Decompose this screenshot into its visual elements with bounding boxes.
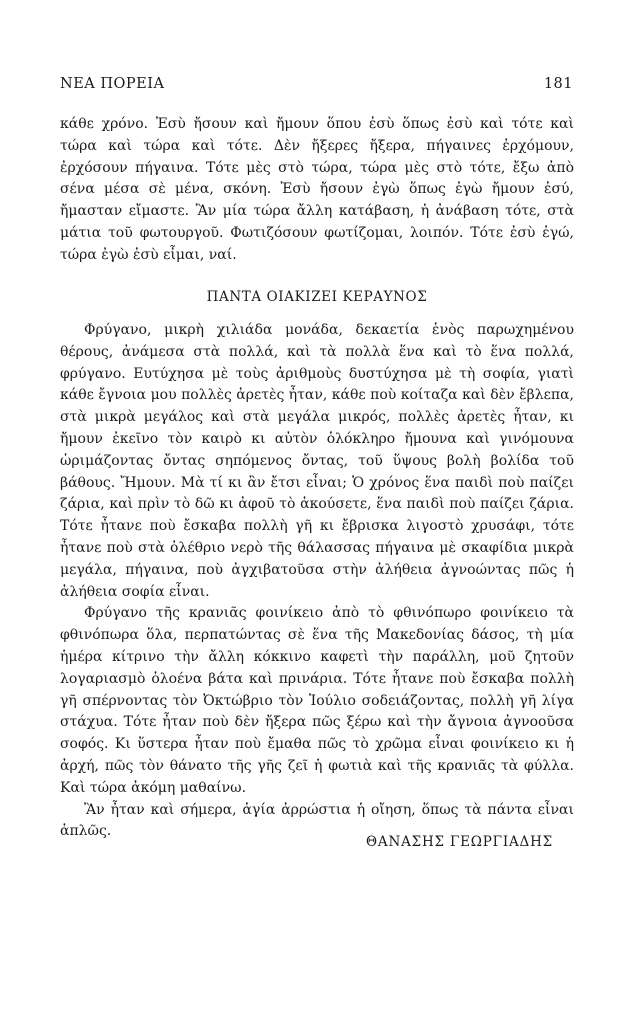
intro-paragraph: κάθε χρόνο. Ἐσὺ ἤσουν καὶ ἤμουν ὅπου ἐσὺ ὅπως ἐσὺ καὶ τότε καὶ τώρα καὶ τώρα καὶ τότε. Δὲν ἤξερες ἤξερα, πήγαινες ἐρχόμουν, ἐρχόσουν πήγαινα. Τότε μὲς στὸ τώρα, τώρα μὲς στὸ τότε, ἔξω ἀπὸ σένα μέσα σὲ μένα, σκόνη. Ἐσὺ ἤσουν ἐγὼ ὅπως ἐγὼ ἤμουν ἐσύ, ἤμασταν εἴμαστε. Ἂν μία τώρα ἄλλη κατάβαση, ἡ ἀνάβαση τότε, στὰ μάτια τοῦ φωτουργοῦ. Φωτιζόσουν φωτίζομαι, λοιπόν. Τότε ἐσὺ ἐγώ, τώρα ἐγὼ ἐσὺ εἶμαι, ναί. — [60, 116, 574, 263]
section-title: ΠΑΝΤΑ ΟΙΑΚΙΖΕΙ ΚΕΡΑΥΝΟΣ — [206, 289, 428, 305]
body-paragraph-1: Φρύγανο, μικρὴ χιλιάδα μονάδα, δεκαετία ἑνὸς παρωχημένου θέρους, ἀνάμεσα στὰ πολλά, καὶ τὰ πολλὰ ἕνα καὶ τὸ ἕνα πολλά, φρύγανο. Ευτύχησα μὲ τοὺς ἀριθμοὺς δυστύχησα μὲ τὴ σοφία, γιατὶ κάθε ἔγνοια μου πολλὲς ἀρετὲς ἦταν, κάθε ποὺ κοίταζα καὶ δὲν ἔβλεπα, στὰ μικρὰ μεγάλος καὶ στὰ μεγάλα μικρός, πολλὲς ἀρετὲς ἦταν, κι ἤμουν ἐκεῖνο τὸν καιρὸ κι αὐτὸν ὁλόκληρο ἤμουνα καὶ γινόμουνα ὡριμάζοντας ὄντας σηπόμενος ὄντας, τοῦ ὕψους βολὴ βολίδα τοῦ βάθους. Ἤμουν. Μὰ τί κι ἂν ἔτσι εἶναι; Ὁ χρόνος ἕνα παιδὶ ποὺ παίζει ζάρια, καὶ πρὶν τὸ δῶ κι ἀφοῦ τὸ ἀκούσετε, ἕνα παιδὶ ποὺ παίζει ζάρια. Τότε ἦτανε ποὺ ἔσκαβα πολλὴ γῆ κι ἔβρισκα λιγοστὸ χρυσάφι, τότε ἦτανε ποὺ στὰ ὀλέθριο νερὸ τῆς θάλασσας πήγαινα μὲ σκαφίδια μικρὰ μεγάλα, πήγαινα, ποὺ ἀγχιβατοῦσα στὴν ἀλήθεια ἀγνοώντας πῶς ἡ ἀλήθεια σοφία εἶναι. — [60, 322, 574, 600]
body-paragraph-2: Φρύγανο τῆς κρανιᾶς φοινίκειο ἀπὸ τὸ φθινόπωρο φοινίκειο τὰ φθινόπωρα ὅλα, περπατώντας σὲ ἕνα τῆς Μακεδονίας δάσος, τὴ μία ἡμέρα κίτρινο τὴν ἄλλη κόκκινο καφετὶ τὴν παράλλη, μοῦ ζητοῦν λογαριασμὸ ὁλοένα βάτα καὶ πρινάρια. Τότε ἦτανε ποὺ ἔσκαβα πολλὴ γῆ σπέρνοντας τὸν Ὀκτώβριο τὸν Ἰούλιο σοδειάζοντας, πολλὴ γῆ λίγα στάχυα. Τότε ἦταν ποὺ δὲν ἤξερα πῶς ξέρω καὶ τὴν ἄγνοια ἀγνοοῦσα σοφός. Κι ὕστερα ἦταν ποὺ ἔμαθα πῶς τὸ χρῶμα εἶναι φοινίκειο κι ἡ ἀρχή, πῶς τὸν θάνατο τῆς γῆς ζεῖ ἡ φωτιὰ καὶ τῆς κρανιᾶς τὰ φύλλα. Καὶ τώρα ἀκόμη μαθαίνω. — [60, 605, 574, 796]
author-signature: ΘΑΝΑΣΗΣ ΓΕΩΡΓΙΑΔΗΣ — [366, 834, 553, 850]
intro-text-block — [60, 114, 574, 267]
body-paragraph-3: Ἂν ἦταν καὶ σήμερα, ἁγία ἀρρώστια ἡ οἴηση, ὅπως τὰ πάντα εἶναι ἁπλῶς. — [60, 801, 574, 840]
journal-title: ΝΕΑ ΠΟΡΕΙΑ — [60, 76, 165, 92]
running-header — [60, 76, 573, 92]
main-text-block — [60, 320, 574, 843]
page-number: 181 — [543, 76, 573, 92]
